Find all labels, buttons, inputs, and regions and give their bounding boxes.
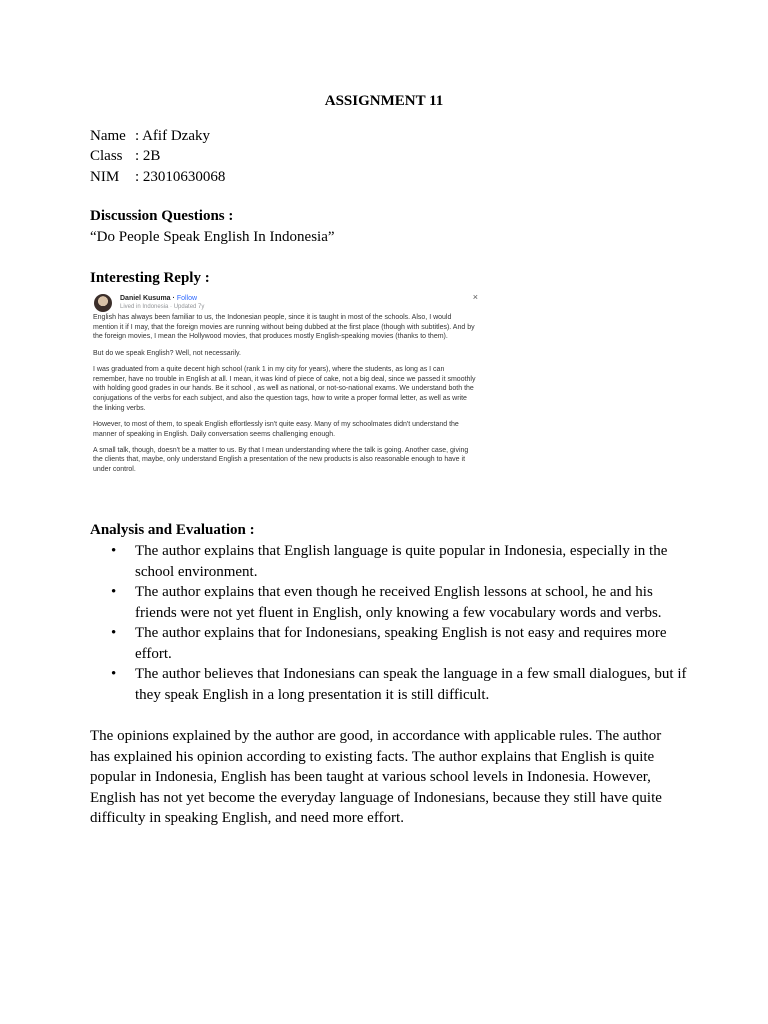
student-info: [90, 126, 225, 187]
reply-paragraph: However, to most of them, to speak English effortlessly isn't quite easy. Many of my schoolmates didn't understand the manner of speaking in English. Daily conversation seems challenging enough.: [93, 420, 459, 438]
separator-dot: ·: [172, 295, 177, 302]
reply-paragraph: English has always been familiar to us, the Indonesian people, since it is taught in most of the schools. Also, I would mention it if I may, that the foreign movies are running without being dubbed at the first place (though with subtitles). And by the foreign movies, I mean the Hollywood movies, that produces mostly English-speaking movies (thanks to them).: [93, 314, 475, 341]
bullet-icon: •: [111, 666, 117, 682]
author-meta: Lived in Indonesia · Updated 7y: [120, 304, 205, 310]
name-label: Name: [90, 128, 126, 144]
class-value: : 2B: [135, 148, 161, 165]
reply-paragraph: But do we speak English? Well, not necessarily.: [93, 349, 241, 357]
reply-paragraph: A small talk, though, doesn't be a matter to us. By that I mean understanding where the talk is going. Another case, giving the clients that, maybe, only understand English a presentation of the new products is also reasonable enough to have it under control.: [93, 446, 469, 474]
analysis-list: [90, 541, 690, 705]
follow-link[interactable]: Follow: [176, 295, 198, 302]
list-item-text: The author believes that Indonesians can speak the language in a few small dialogues, but if they speak English in a long presentation it is still difficult.: [135, 666, 687, 703]
list-item: [90, 582, 690, 623]
closing-paragraph: The opinions explained by the author are good, in accordance with applicable rules. The author has explained his opinion according to existing facts. The author explains that English is quite popular in Indonesia, English has been taught at various school levels in Indonesia. However, English has not yet become the everyday language of Indonesians, because they still have quite difficulty in speaking English, and need more effort.: [90, 728, 662, 826]
avatar: [94, 294, 112, 312]
nim-value: : 23010630068: [135, 168, 226, 185]
list-item-text: The author explains that English language is quite popular in Indonesia, especially in the school environment.: [135, 543, 668, 580]
reply-heading: Interesting Reply :: [90, 270, 210, 286]
author-line: [120, 294, 204, 303]
list-item-text: The author explains that for Indonesians, speaking English is not easy and requires more effort.: [135, 625, 667, 662]
reply-screenshot: [90, 290, 480, 500]
discussion-question: “Do People Speak English In Indonesia”: [90, 229, 335, 245]
bullet-icon: •: [111, 625, 117, 641]
discussion-heading: Discussion Questions :: [90, 208, 234, 224]
nim-row: [90, 167, 225, 187]
name-row: [90, 126, 225, 146]
author-name: Daniel Kusuma: [120, 295, 171, 302]
close-icon[interactable]: ×: [472, 292, 478, 302]
name-value: : Afif Dzaky: [135, 128, 210, 144]
class-row: [90, 146, 225, 166]
list-item: [90, 623, 690, 664]
bullet-icon: •: [111, 584, 117, 600]
reply-header: [94, 294, 204, 312]
assignment-title: ASSIGNMENT 11: [324, 93, 444, 109]
reply-paragraph: I was graduated from a quite decent high school (rank 1 in my city for years), where the students, as long as I can remember, have no trouble in English at all. I mean, it was kind of piece of cake, not a big deal, since we passed it smoothly with holding good grades in our hands. Be it school , as well as national, or not-so-national exams. We understand both the conjugations of the verbs for each subject, and also the question tags, how to write a proper formal letter, as well as write the linking verbs.: [93, 365, 476, 412]
list-item-text: The author explains that even though he received English lessons at school, he and his friends were not yet fluent in English, only knowing a few vocabulary words and verbs.: [135, 584, 662, 621]
class-label: Class: [90, 148, 123, 165]
list-item: [90, 541, 690, 582]
bullet-icon: •: [111, 543, 117, 559]
list-item: [90, 664, 690, 705]
nim-label: NIM: [90, 168, 120, 185]
reply-body: [93, 313, 477, 481]
analysis-heading: Analysis and Evaluation :: [90, 522, 255, 538]
